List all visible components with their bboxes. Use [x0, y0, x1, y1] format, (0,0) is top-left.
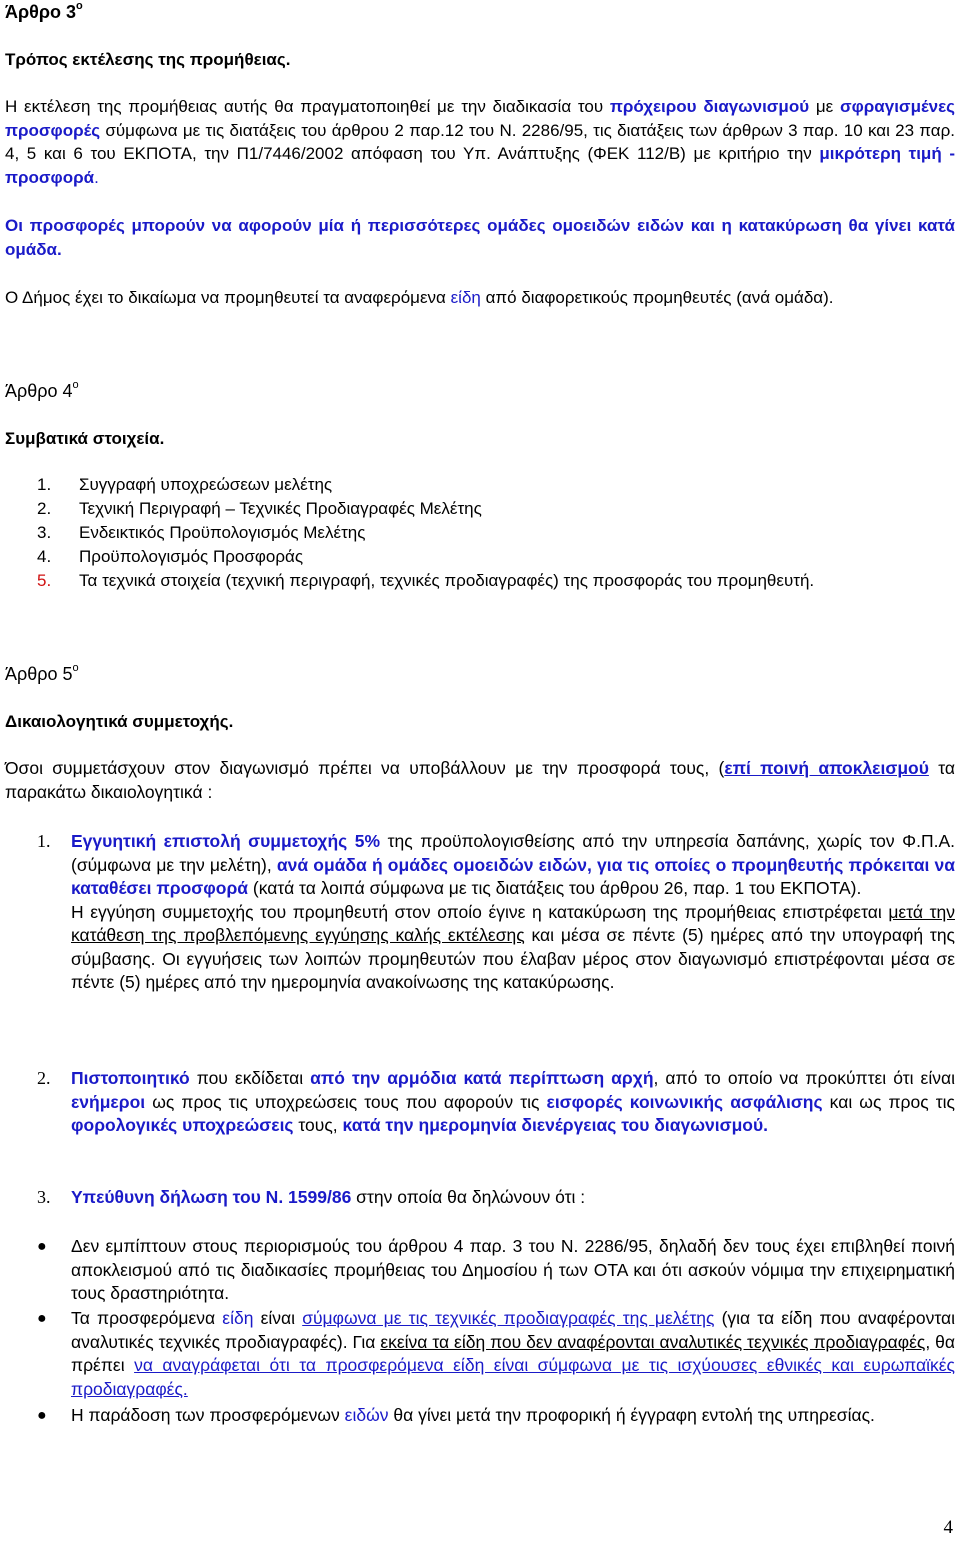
- article-5-heading: Άρθρο $5^o$: [5, 662, 79, 684]
- article-3-paragraph-2: Οι προσφορές μπορούν να αφορούν μία ή περισσότερες ομάδες ομοειδών ειδών και η κατακύρωση θα γίνει κατά ομάδα.: [5, 216, 955, 259]
- bullet-icon: ●: [37, 1407, 47, 1424]
- article-3-paragraph-1: Η εκτέλεση της προμήθειας αυτής θα πραγματοποιηθεί με την διαδικασία του πρόχειρου διαγωνισμού με σφραγισμένες προσφορές σύμφωνα με τις διατάξεις του άρθρου 2 παρ.12 του Ν. 2286/95, τις διατάξεις των άρθρων 3 παρ. 10 και 23 παρ. 4, 5 και 6 του ΕΚΠΟΤΑ, την Π1/7446/2002 απόφαση του Υπ. Ανάπτυξης (ΦΕΚ 112/Β) με κριτήριο την μικρότερη τιμή - προσφορά.: [5, 97, 955, 187]
- article-3-heading: Άρθρο $3^o$: [5, 0, 83, 22]
- bullet-icon: ●: [37, 1238, 47, 1255]
- article-5-intro: Όσοι συμμετάσχουν στον διαγωνισμό πρέπει να υποβάλλουν με την προσφορά τους, (επί ποινή αποκλεισμού τα παρακάτω δικαιολογητικά :: [5, 758, 955, 802]
- article-4-subtitle: Συμβατικά στοιχεία.: [5, 429, 165, 448]
- article-3-subtitle: Τρόπος εκτέλεσης της προμήθειας.: [5, 50, 291, 69]
- page-number: 4: [943, 1517, 953, 1538]
- requirement-1-text: Εγγυητική επιστολή συμμετοχής 5% της προϋπολογισθείσης από την υπηρεσία δαπάνης, χωρίς τον Φ.Π.Α. (σύμφωνα με την μελέτη), ανά ομάδα ή ομάδες ομοειδών ειδών, για τις οποίες ο προμηθευτής πρόκειται να καταθέσει προσφορά (κατά τα λοιπά σύμφωνα με τις διατάξεις του άρθρου 26, παρ. 1 του ΕΚΠΟΤΑ).: [71, 831, 955, 898]
- bullet-icon: ●: [37, 1310, 47, 1327]
- article-4-heading: Άρθρο $4^o$: [5, 379, 79, 401]
- article-5-subtitle: Δικαιολογητικά συμμετοχής.: [5, 712, 234, 731]
- requirement-2-text: Πιστοποιητικό που εκδίδεται από την αρμόδια κατά περίπτωση αρχή, από το οποίο να προκύπτει ότι είναι ενήμεροι ως προς τις υποχρεώσεις τους που αφορούν τις εισφορές κοινωνικής ασφάλισης και ως προς τις φορολογικές υποχρεώσεις τους, κατά την ημερομηνία διενέργειας του διαγωνισμού.: [71, 1068, 955, 1135]
- requirement-3-text: Υπεύθυνη δήλωση του Ν. 1599/86 στην οποία θα δηλώνουν ότι :: [71, 1187, 586, 1207]
- document-page: Άρθρο $3^o$ Τρόπος εκτέλεσης της προμήθειας. Η εκτέλεση της προμήθειας αυτής θα πραγματοποιηθεί με την διαδικασία του πρόχειρου διαγωνισμού με σφραγισμένες προσφορές σύμφωνα με τις διατάξεις του άρθρου 2 παρ.12 του Ν. 2286/95, τις διατάξεις των άρθρων 3 παρ. 10 και 23 παρ. 4, 5 και 6 του ΕΚΠΟΤΑ, την Π1/7446/2002 απόφαση του Υπ. Ανάπτυξης (ΦΕΚ 112/Β) με κριτήριο την μικρότερη τιμή - προσφορά. Οι προσφορές μπορούν να αφορούν μία ή περισσότερες ομάδες ομοειδών ειδών και η κατακύρωση θα γίνει κατά ομάδα. Ο Δήμος έχει το δικαίωμα να προμηθευτεί τα αναφερόμενα είδη από διαφορετικούς προμηθευτές (ανά ομάδα). Άρθρο $4^o$ Συμβατικά στοιχεία. 1. Συγγραφή υποχρεώσεων μελέτης 2. Τεχνική Περιγραφή – Τεχνικές Προδιαγραφές Μελέτης 3. Ενδεικτικός Προϋπολογισμός Μελέτης 4. Προϋπολογισμός Προσφοράς 5. Τα τεχνικά στοιχεία (τεχνική περιγραφή, τεχνικές προδιαγραφές) της προσφοράς του προμηθευτή. Άρθρο $5^o$ Δικαιολογητικά συμμετοχής. Όσοι συμμετάσχουν στον διαγωνισμό πρέπει να υποβάλλουν με την προσφορά τους, (επί ποινή αποκλεισμού τα παρακάτω δικαιολογητικά : 1. Εγγυητική επιστολή συμμετοχής 5% της προϋπολογισθείσης από την υπηρεσία δαπάνης, χωρίς τον Φ.Π.Α. (σύμφωνα με την μελέτη), ανά ομάδα ή ομάδες ομοειδών ειδών, για τις οποίες ο προμηθευτής πρόκειται να καταθέσει προσφορά (κατά τα λοιπά σύμφωνα με τις διατάξεις του άρθρου 26, παρ. 1 του ΕΚΠΟΤΑ). Η εγγύηση συμμετοχής του προμηθευτή στον οποίο έγινε η κατακύρωση της προμήθειας επιστρέφεται μετά την κατάθεση της προβλεπόμενης εγγύησης καλής εκτέλεσης και μέσα σε πέντε (5) ημέρες από την υπογραφή της σύμβασης. Οι εγγυήσεις των λοιπών προμηθευτών που έλαβαν μέρος στον διαγωνισμό επιστρέφονται μέσα σε πέντε (5) ημέρες από την ημερομηνία ανακοίνωσης της κατακύρωσης. 2. Πιστοποιητικό που εκδίδεται από την αρμόδια κατά περίπτωση αρχή, από το οποίο να προκύπτει ότι είναι ενήμεροι ως προς τις υποχρεώσεις τους που αφορούν τις εισφορές κοινωνικής ασφάλισης και ως προς τις φορολογικές υποχρεώσεις τους, κατά την ημερομηνία διενέργειας του διαγωνισμού. 3. Υπεύθυνη δήλωση του Ν. 1599/86 στην οποία θα δηλώνουν ότι : ● Δεν εμπίπτουν στους περιορισμούς του άρθρου 4 παρ. 3 του Ν. 2286/95, δηλαδή δεν τους έχει επιβληθεί ποινή αποκλεισμού από τις διαδικασίες προμήθειας του Δημοσίου ή των ΟΤΑ και ότι ασκούν νόμιμα την επιχειρηματική τους δραστηριότητα. ● Τα προσφερόμενα είδη είναι σύμφωνα με τις τεχνικές προδιαγραφές της μελέτης (για τα είδη που αναφέρονται αναλυτικές τεχνικές προδιαγραφές). Για εκείνα τα είδη που δεν αναφέρονται αναλυτικές τεχνικές προδιαγραφές, θα πρέπει να αναγράφεται ότι τα προσφερόμενα είδη είναι σύμφωνα με τις ισχύουσες εθνικές και ευρωπαϊκές προδιαγραφές. ● Η παράδοση των προσφερόμενων ειδών θα γίνει μετά την προφορική ή έγγραφη εντολή της υπηρεσίας. 4: [5, 0, 956, 1538]
- article-3-paragraph-3: Ο Δήμος έχει το δικαίωμα να προμηθευτεί τα αναφερόμενα είδη από διαφορετικούς προμηθευτές (ανά ομάδα).: [5, 288, 834, 307]
- requirement-1-guarantee-text: Η εγγύηση συμμετοχής του προμηθευτή στον οποίο έγινε η κατακύρωση της προμήθειας επιστρέφεται μετά την κατάθεση της προβλεπόμενης εγγύησης καλής εκτέλεσης και μέσα σε πέντε (5) ημέρες από την υπογραφή της σύμβασης. Οι εγγυήσεις των λοιπών προμηθευτών που έλαβαν μέρος στον διαγωνισμό επιστρέφονται μέσα σε πέντε (5) ημέρες από την ημερομηνία ανακοίνωσης της κατακύρωσης.: [71, 901, 955, 992]
